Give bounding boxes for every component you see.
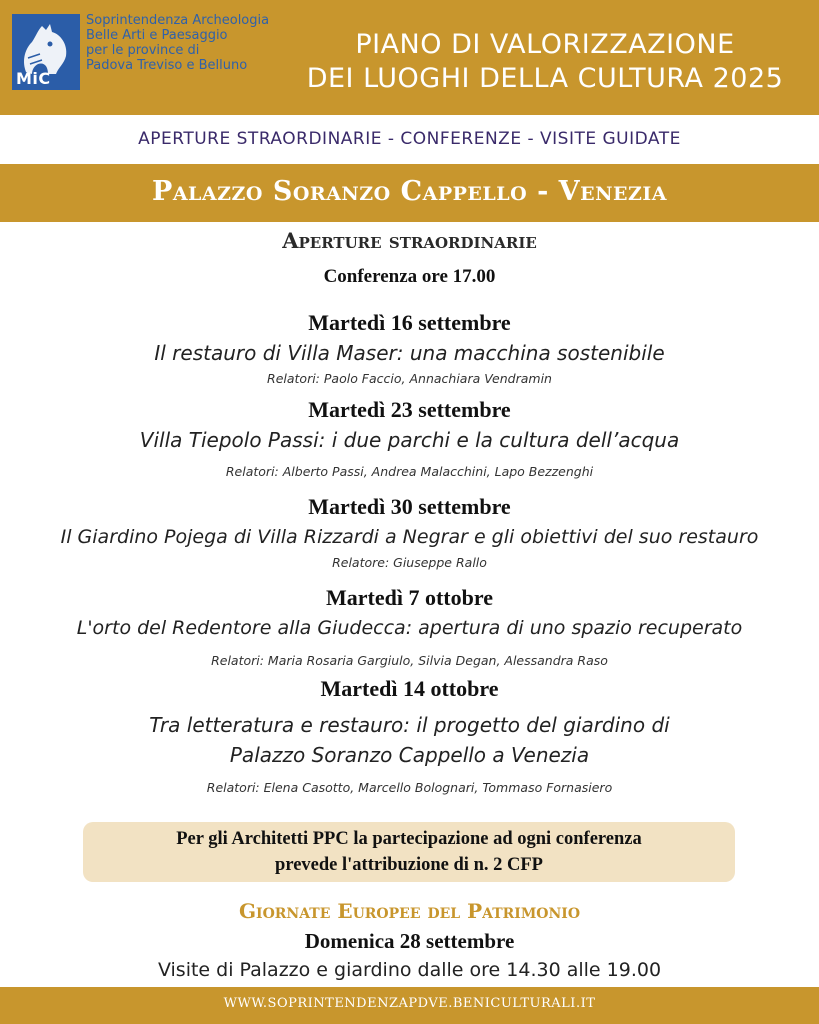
event-speakers: Relatori: Paolo Faccio, Annachiara Vendramin [267, 371, 552, 386]
conference-time: Conferenza ore 17.00 [323, 266, 496, 287]
notice-line: Per gli Architetti PPC la partecipazione ad ogni conferenza [176, 829, 642, 849]
event-date: Martedì 14 ottobre [320, 676, 499, 701]
subtitle: APERTURE STRAORDINARIE - CONFERENZE - VISITE GUIDATE [138, 129, 681, 149]
title-line: DEI LUOGHI DELLA CULTURA 2025 [306, 63, 784, 94]
heritage-days-date: Domenica 28 settembre [304, 929, 515, 953]
org-line: Soprintendenza Archeologia [86, 13, 270, 28]
event-talk-title: Tra letteratura e restauro: il progetto del giardino di [149, 713, 670, 737]
event-talk-title-continued: Palazzo Soranzo Cappello a Venezia [229, 743, 590, 767]
website-link[interactable]: WWW.SOPRINTENDENZAPDVE.BENICULTURALI.IT [0, 987, 819, 1024]
title-line: PIANO DI VALORIZZAZIONE [355, 29, 735, 60]
event-speakers: Relatori: Maria Rosaria Gargiulo, Silvia Degan, Alessandra Raso [211, 653, 608, 668]
org-line: Belle Arti e Paesaggio [86, 28, 228, 43]
event-talk-title: Villa Tiepolo Passi: i due parchi e la cultura dell’acqua [139, 428, 680, 452]
heritage-days-visit: Visite di Palazzo e giardino dalle ore 14.30 alle 19.00 [157, 959, 662, 981]
event-speakers: Relatori: Alberto Passi, Andrea Malacchini, Lapo Bezzenghi [225, 464, 594, 479]
notice-line: prevede l'attribuzione di n. 2 CFP [275, 855, 543, 875]
page-title [290, 28, 800, 96]
section-title: Aperture straordinarie [282, 228, 537, 253]
event-talk-title: Il restauro di Villa Maser: una macchina sostenibile [154, 341, 665, 365]
cfp-notice [83, 822, 735, 882]
venue-banner: Palazzo Soranzo Cappello - Venezia [0, 164, 819, 222]
event-date: Martedì 23 settembre [308, 397, 511, 422]
event-talk-title: L'orto del Redentore alla Giudecca: apertura di uno spazio recuperato [76, 617, 743, 639]
event-speakers: Relatore: Giuseppe Rallo [332, 555, 487, 570]
org-line: Padova Treviso e Belluno [86, 58, 248, 73]
heritage-days-title: Giornate Europee del Patrimonio [238, 899, 581, 923]
mic-logo [12, 14, 80, 90]
event-talk-title: Il Giardino Pojega di Villa Rizzardi a Negrar e gli obiettivi del suo restauro [60, 526, 759, 548]
org-line: per le province di [86, 43, 200, 58]
event-date: Martedì 7 ottobre [326, 585, 493, 610]
event-speakers: Relatori: Elena Casotto, Marcello Bolognari, Tommaso Fornasiero [206, 780, 613, 795]
organization-name [86, 13, 296, 73]
event-date: Martedì 16 settembre [308, 310, 511, 335]
event-date: Martedì 30 settembre [308, 494, 511, 519]
header-banner [0, 0, 819, 115]
logo-text: MiC [16, 69, 51, 88]
